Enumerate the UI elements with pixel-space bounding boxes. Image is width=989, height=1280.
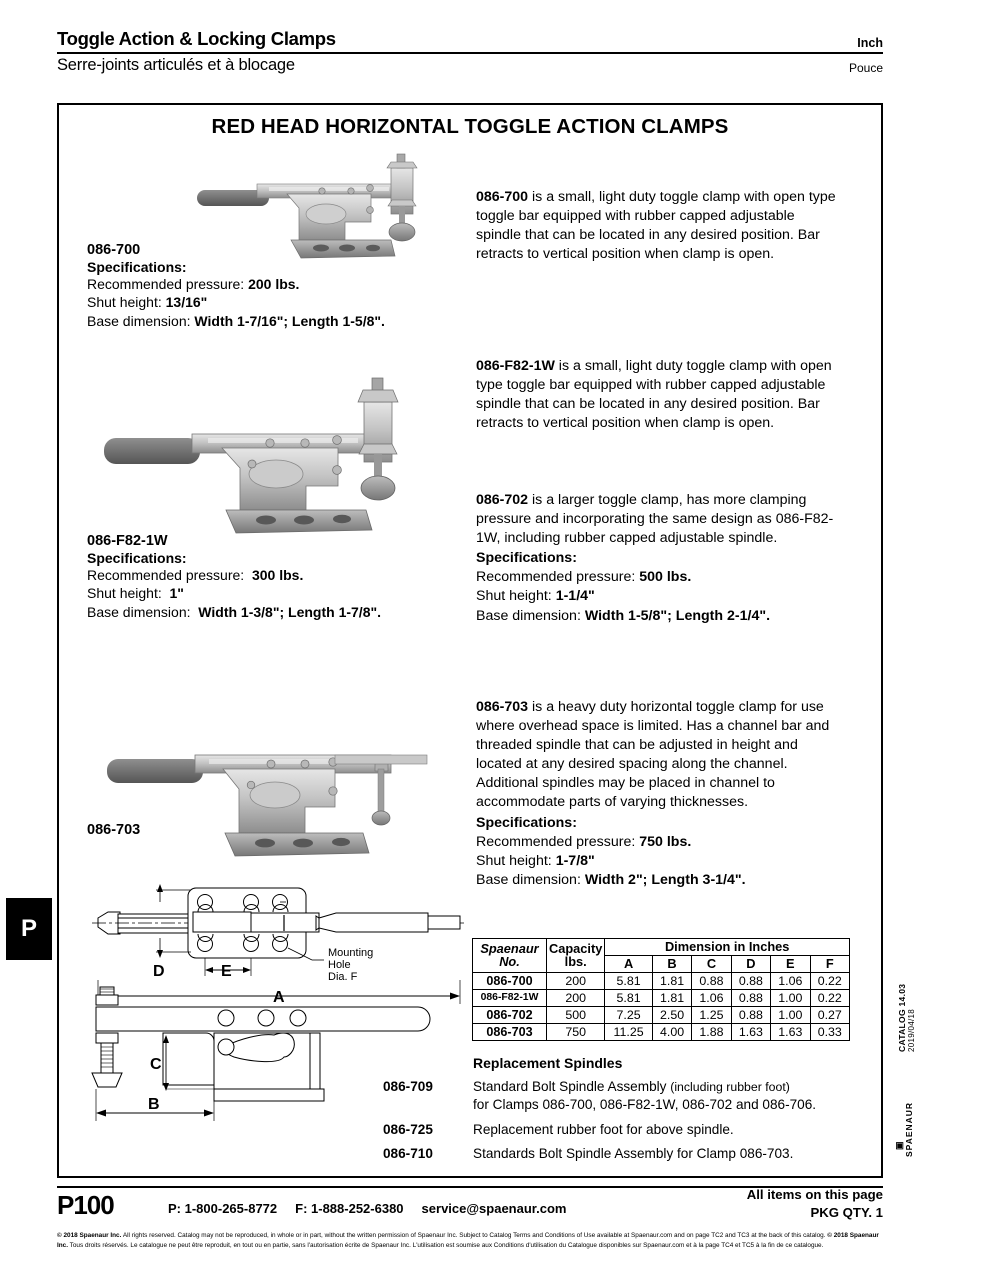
product-block-086-703 bbox=[87, 822, 447, 838]
spec-pressure bbox=[476, 833, 836, 852]
pkg-qty: PKG QTY. 1 bbox=[810, 1204, 883, 1220]
spec-heading: Specifications: bbox=[476, 550, 577, 567]
cell-d: 0.88 bbox=[731, 989, 770, 1006]
description-text: is a small, light duty toggle clamp with open type toggle bar equipped with rubber capped adjustable spindle that can be located in any desired position. Bar retracts to vertical position when clamp is open. bbox=[476, 189, 836, 263]
cell-capacity: 200 bbox=[547, 972, 605, 989]
spec-pressure bbox=[87, 566, 457, 584]
spec-shut-value: 1-7/8" bbox=[555, 852, 595, 869]
description-086-702 bbox=[476, 491, 836, 626]
cell-c: 1.25 bbox=[692, 1006, 731, 1023]
cell-c: 0.88 bbox=[692, 972, 731, 989]
cell-e: 1.00 bbox=[771, 989, 810, 1006]
th-dim-f: F bbox=[810, 955, 849, 972]
spec-base-value: Width 2"; Length 3-1/4". bbox=[584, 871, 746, 888]
description-partno: 086-703 bbox=[476, 699, 529, 715]
cell-partno: 086-F82-1W bbox=[473, 989, 547, 1006]
header-unit-en: Inch bbox=[857, 36, 883, 50]
description-partno: 086-F82-1W bbox=[476, 358, 555, 374]
product-block-086-700 bbox=[87, 242, 447, 330]
legal-text-en: All rights reserved. Catalog may not be reproduced, in whole or in part, without the written permission of Spaenaur Inc. Subject to Catalog Terms and Conditions of Use available at Spaenaur.com and on page TC2 and TC3 at the back of this catalog. bbox=[121, 1232, 828, 1239]
spec-base-dimension bbox=[87, 312, 447, 330]
cell-d: 0.88 bbox=[731, 972, 770, 989]
th-dim-d: D bbox=[731, 955, 770, 972]
catalog-date: 2019/04/18 bbox=[907, 1008, 916, 1052]
cell-b: 4.00 bbox=[652, 1023, 691, 1040]
cell-a: 5.81 bbox=[605, 972, 653, 989]
cell-e: 1.06 bbox=[771, 972, 810, 989]
table-row bbox=[473, 989, 850, 1006]
legal-copyright-en: © 2018 Spaenaur Inc. bbox=[57, 1232, 122, 1239]
spec-shut-height bbox=[476, 852, 836, 871]
spec-shut-label: Shut height: bbox=[476, 852, 552, 869]
header-title-fr: Serre-joints articulés et à blocage bbox=[57, 56, 295, 74]
replacement-spindles-section bbox=[383, 1055, 853, 1163]
spec-base-label: Base dimension: bbox=[87, 603, 191, 620]
cell-d: 1.63 bbox=[731, 1023, 770, 1040]
cell-f: 0.33 bbox=[810, 1023, 849, 1040]
th-dim-b: B bbox=[652, 955, 691, 972]
cell-f: 0.22 bbox=[810, 989, 849, 1006]
replacement-partno: 086-710 bbox=[383, 1146, 433, 1162]
th-dimension-group: Dimension in Inches bbox=[605, 939, 850, 956]
all-items-note: All items on this page bbox=[746, 1187, 883, 1202]
product-label-086-703: 086-703 bbox=[87, 822, 141, 838]
spec-base-dimension bbox=[87, 603, 457, 621]
page-number: P100 bbox=[57, 1190, 114, 1220]
spec-shut-label: Shut height: bbox=[87, 585, 162, 602]
cell-f: 0.22 bbox=[810, 972, 849, 989]
section-tab-p: P bbox=[6, 898, 52, 960]
page-header bbox=[57, 28, 883, 75]
replacement-description-line2: for Clamps 086-700, 086-F82-1W, 086-702 and 086-706. bbox=[473, 1096, 817, 1112]
replacement-partno: 086-725 bbox=[383, 1121, 433, 1137]
cell-partno: 086-702 bbox=[473, 1006, 547, 1023]
replacement-spindles-title: Replacement Spindles bbox=[473, 1055, 623, 1071]
replacement-description: Replacement rubber foot for above spindle. bbox=[473, 1121, 734, 1137]
cell-c: 1.06 bbox=[692, 989, 731, 1006]
mounting-hole-note-line1: Mounting bbox=[328, 947, 374, 959]
cell-c: 1.88 bbox=[692, 1023, 731, 1040]
list-item bbox=[383, 1078, 853, 1114]
spec-base-label: Base dimension: bbox=[476, 871, 581, 888]
spec-shut-value: 1-1/4" bbox=[555, 588, 595, 605]
specifications-table bbox=[472, 938, 850, 1041]
spec-pressure-value: 500 lbs. bbox=[639, 569, 692, 586]
cell-b: 1.81 bbox=[652, 972, 691, 989]
header-unit-fr: Pouce bbox=[848, 61, 883, 75]
spec-base-dimension bbox=[476, 607, 836, 626]
list-item bbox=[383, 1145, 853, 1163]
table-row bbox=[473, 1006, 850, 1023]
product-photo-086-703 bbox=[105, 715, 440, 860]
table-header bbox=[473, 939, 850, 973]
spec-shut-label: Shut height: bbox=[87, 294, 162, 311]
spec-base-label: Base dimension: bbox=[476, 607, 581, 624]
th-spaenaur-no: Spaenaur No. bbox=[473, 939, 547, 973]
table-body bbox=[473, 972, 850, 1040]
cell-d: 0.88 bbox=[731, 1006, 770, 1023]
page-title: RED HEAD HORIZONTAL TOGGLE ACTION CLAMPS bbox=[211, 115, 729, 138]
spec-pressure-value: 200 lbs. bbox=[248, 276, 300, 292]
spec-shut-value: 13/16" bbox=[165, 294, 208, 311]
legal-text-fr: Tous droits réservés. Le catalogue ne peut être reproduit, en tout ou en partie, sans l'autorisation écrite de Spaenaur Inc. L'utilisation est soumise aux Conditions d'utilisation du Catalogue disponibles sur Spaenaur.com et à la page TC4 et TC5 à la fin de ce catalogue. bbox=[68, 1241, 824, 1249]
dimension-label-e: E bbox=[221, 963, 232, 980]
spec-heading: Specifications: bbox=[87, 550, 187, 566]
spec-heading: Specifications: bbox=[87, 259, 187, 275]
brand-name: SPAENAUR bbox=[904, 1101, 914, 1157]
description-text: is a heavy duty horizontal toggle clamp for use where overhead space is limited. Has a channel bar and threaded spindle that can be adjusted in height and located at any desired spacing along the channel. Additional spindles may be placed in channel to accommodate parts of varying thicknesses. bbox=[476, 699, 830, 811]
cell-e: 1.63 bbox=[771, 1023, 810, 1040]
side-catalog-info bbox=[884, 972, 918, 1172]
description-086-703 bbox=[476, 698, 836, 890]
replacement-partno: 086-709 bbox=[383, 1079, 433, 1094]
cell-a: 7.25 bbox=[605, 1006, 653, 1023]
footer-phone: P: 1-800-265-8772 bbox=[168, 1201, 278, 1216]
spec-base-label: Base dimension: bbox=[87, 312, 191, 329]
dimension-label-b: B bbox=[148, 1096, 160, 1113]
description-086-F82-1W bbox=[476, 357, 836, 433]
cell-f: 0.27 bbox=[810, 1006, 849, 1023]
spec-base-value: Width 1-5/8"; Length 2-1/4". bbox=[584, 607, 771, 624]
header-title-en: Toggle Action & Locking Clamps bbox=[57, 28, 336, 49]
spec-pressure-label: Recommended pressure: bbox=[87, 276, 245, 292]
footer-email[interactable]: service@spaenaur.com bbox=[421, 1201, 567, 1216]
dimension-label-a: A bbox=[273, 989, 285, 1006]
spaenaur-logo-icon: ▣ bbox=[894, 1141, 904, 1150]
spec-shut-height bbox=[476, 587, 836, 606]
product-label-086-700: 086-700 bbox=[87, 242, 141, 258]
cell-partno: 086-700 bbox=[473, 972, 547, 989]
product-photo-086-F82-1W bbox=[100, 360, 440, 540]
description-text: is a small, light duty toggle clamp with open type toggle bar equipped with rubber capped adjustable spindle that can be located in any desired position. Bar retracts to vertical position when clamp is open. bbox=[476, 358, 832, 432]
cell-b: 1.81 bbox=[652, 989, 691, 1006]
table-row bbox=[473, 972, 850, 989]
spec-pressure-value: 750 lbs. bbox=[639, 833, 692, 850]
spec-pressure bbox=[476, 568, 836, 587]
spec-pressure-label: Recommended pressure: bbox=[476, 833, 636, 850]
th-dim-a: A bbox=[605, 955, 653, 972]
footer-contact bbox=[168, 1201, 566, 1216]
description-partno: 086-702 bbox=[476, 492, 529, 508]
description-086-700 bbox=[476, 188, 836, 264]
cell-e: 1.00 bbox=[771, 1006, 810, 1023]
spec-shut-height bbox=[87, 293, 447, 311]
th-capacity: Capacity lbs. bbox=[547, 939, 605, 973]
description-text: is a larger toggle clamp, has more clamping pressure and incorporating the same design as 086-F82-1W, including rubber capped adjustable spindle. bbox=[476, 492, 834, 547]
footer-fax: F: 1-888-252-6380 bbox=[295, 1201, 404, 1216]
spec-shut-value: 1" bbox=[169, 585, 184, 602]
mounting-hole-note-line3: Dia. F bbox=[328, 971, 358, 983]
cell-capacity: 750 bbox=[547, 1023, 605, 1040]
legal-copyright-fr: © 2018 Spaenaur Inc. bbox=[57, 1232, 879, 1249]
table-row bbox=[473, 1023, 850, 1040]
cell-a: 11.25 bbox=[605, 1023, 653, 1040]
product-block-086-F82-1W bbox=[87, 533, 457, 621]
spec-heading: Specifications: bbox=[476, 814, 577, 831]
spec-shut-height bbox=[87, 584, 457, 602]
dimension-label-c: C bbox=[150, 1056, 162, 1073]
replacement-description: Standards Bolt Spindle Assembly for Clamp 086-703. bbox=[473, 1146, 794, 1162]
mounting-hole-note-line2: Hole bbox=[328, 959, 351, 971]
spec-base-dimension bbox=[476, 871, 836, 890]
dimension-label-d: D bbox=[153, 963, 165, 980]
spec-pressure bbox=[87, 275, 447, 293]
catalog-number: CATALOG 14.03 bbox=[897, 983, 907, 1052]
product-label-086-F82-1W: 086-F82-1W bbox=[87, 533, 168, 549]
cell-b: 2.50 bbox=[652, 1006, 691, 1023]
spec-shut-label: Shut height: bbox=[476, 588, 552, 605]
th-dim-c: C bbox=[692, 955, 731, 972]
spec-base-value: Width 1-3/8"; Length 1-7/8". bbox=[198, 603, 382, 620]
header-divider bbox=[57, 52, 883, 54]
description-partno: 086-700 bbox=[476, 189, 529, 205]
spec-pressure-value: 300 lbs. bbox=[251, 567, 304, 583]
th-dim-e: E bbox=[771, 955, 810, 972]
cell-a: 5.81 bbox=[605, 989, 653, 1006]
replacement-description: Standard Bolt Spindle Assembly bbox=[473, 1079, 667, 1094]
cell-capacity: 500 bbox=[547, 1006, 605, 1023]
spec-pressure-label: Recommended pressure: bbox=[476, 569, 636, 586]
list-item bbox=[383, 1121, 853, 1139]
spec-pressure-label: Recommended pressure: bbox=[87, 567, 245, 583]
footer-pkg-info bbox=[747, 1186, 883, 1222]
legal-notice bbox=[57, 1231, 883, 1251]
cell-capacity: 200 bbox=[547, 989, 605, 1006]
table-header-row-1 bbox=[473, 939, 850, 956]
replacement-note: (including rubber foot) bbox=[670, 1080, 790, 1094]
spec-base-value: Width 1-7/16"; Length 1-5/8". bbox=[194, 312, 385, 329]
cell-partno: 086-703 bbox=[473, 1023, 547, 1040]
